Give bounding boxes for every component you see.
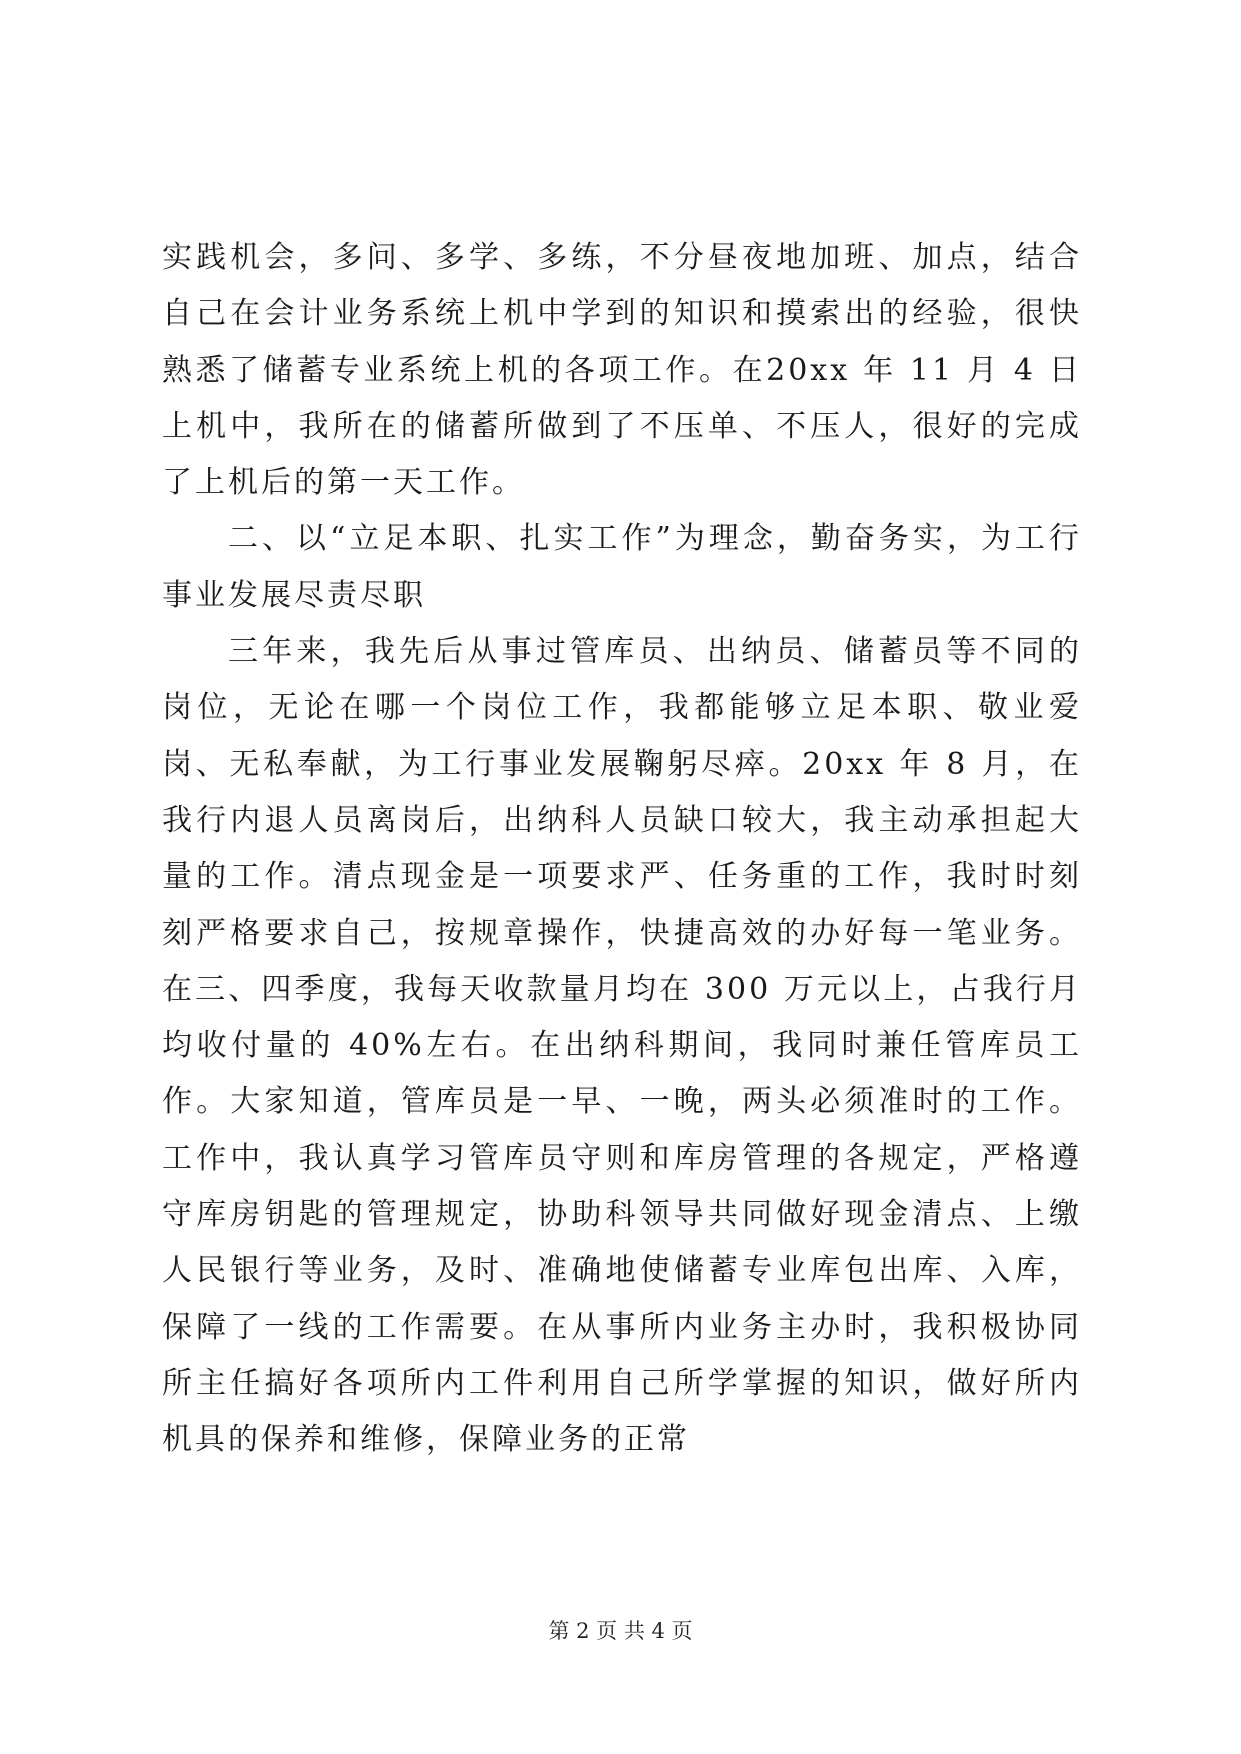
page-number-footer: 第 2 页 共 4 页 (548, 1619, 693, 1643)
section-heading-two: 二、以“立足本职、扎实工作”为理念，勤奋务实，为工行事业发展尽责尽职 (162, 521, 1082, 613)
paragraph-continuation: 实践机会，多问、多学、多练，不分昼夜地加班、加点，结合自己在会计业务系统上机中学到的知识和摸索出的经验，很快熟悉了储蓄专业系统上机的各项工作。在20xx 年 11 月 4 日上机中，我所在的储蓄所做到了不压单、不压人，很好的完成了上机后的第一天工作。 (162, 240, 1082, 501)
paragraph-body: 三年来，我先后从事过管库员、出纳员、储蓄员等不同的岗位，无论在哪一个岗位工作，我都能够立足本职、敬业爱岗、无私奉献，为工行事业发展鞠躬尽瘁。20xx 年 8 月，在我行内退人员离岗后，出纳科人员缺口较大，我主动承担起大量的工作。清点现金是一项要求严、任务重的工作，我时时刻刻严格要求自己，按规章操作，快捷高效的办好每一笔业务。在三、四季度，我每天收款量月均在 300 万元以上，占我行月均收付量的 40%左右。在出纳科期间，我同时兼任管库员工作。大家知道，管库员是一早、一晚，两头必须准时的工作。工作中，我认真学习管库员守则和库房管理的各规定，严格遵守库房钥匙的管理规定，协助科领导共同做好现金清点、上缴人民银行等业务，及时、准确地使储蓄专业库包出库、入库，保障了一线的工作需要。在从事所内业务主办时，我积极协同所主任搞好各项所内工件利用自己所学掌握的知识，做好所内机具的保养和维修，保障业务的正常 (162, 634, 1082, 1458)
document-body (162, 230, 1082, 1469)
